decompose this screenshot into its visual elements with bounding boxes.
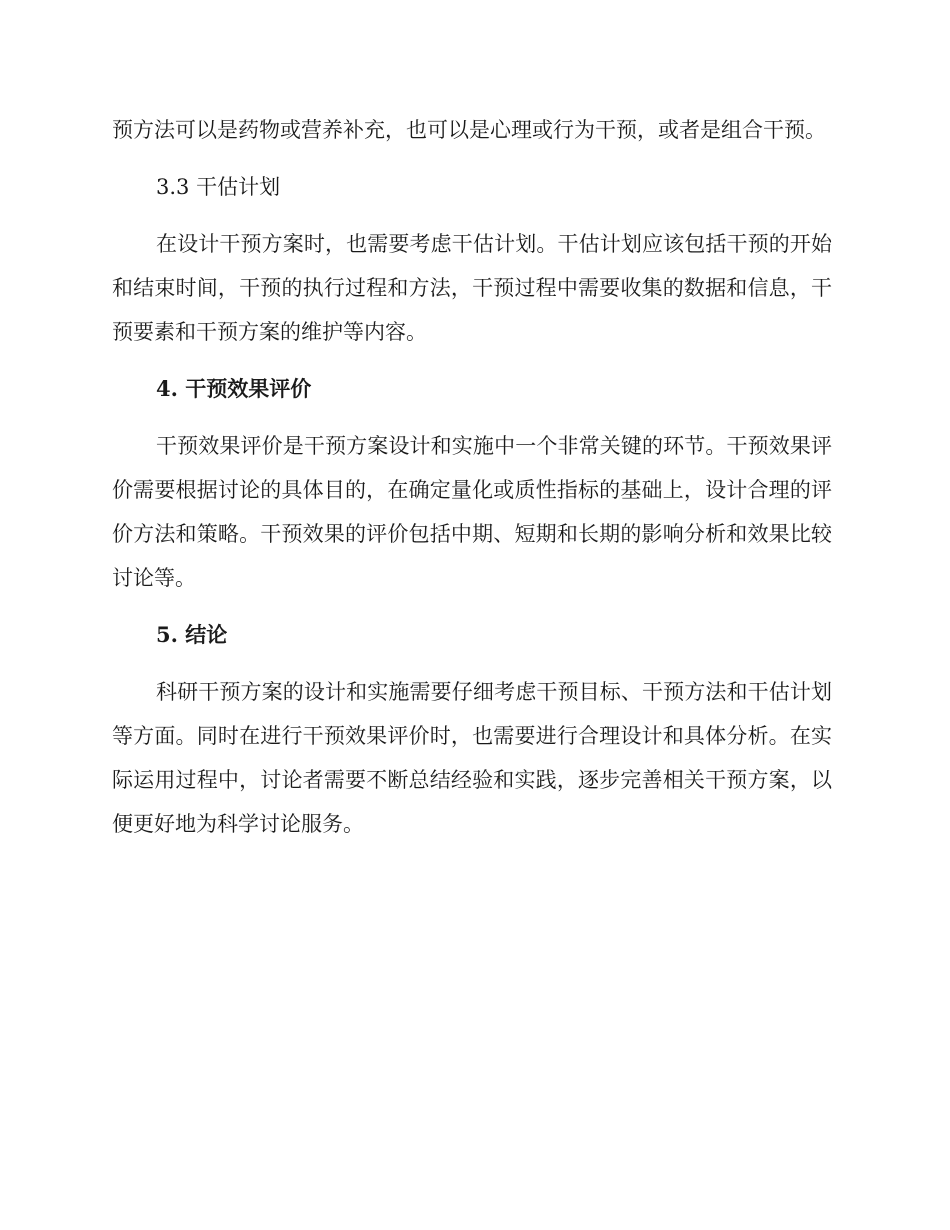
section-5-heading: 5. 结论 <box>156 622 228 647</box>
document-page <box>112 108 832 846</box>
continued-paragraph: 预方法可以是药物或营养补充，也可以是心理或行为干预，或者是组合干预。 <box>112 118 826 142</box>
section-5-body: 科研干预方案的设计和实施需要仔细考虑干预目标、干预方法和干估计划等方面。同时在进行干预效果评价时，也需要进行合理设计和具体分析。在实际运用过程中，讨论者需要不断总结经验和实践，逐步完善相关干预方案，以便更好地为科学讨论服务。 <box>112 680 832 836</box>
section-3-3-heading: 3.3 干估计划 <box>156 175 281 199</box>
section-3-3-body: 在设计干预方案时，也需要考虑干估计划。干估计划应该包括干预的开始和结束时间，干预的执行过程和方法，干预过程中需要收集的数据和信息，干预要素和干预方案的维护等内容。 <box>112 232 832 344</box>
section-4-heading: 4. 干预效果评价 <box>156 376 312 401</box>
section-4-body: 干预效果评价是干预方案设计和实施中一个非常关键的环节。干预效果评价需要根据讨论的具体目的，在确定量化或质性指标的基础上，设计合理的评价方法和策略。干预效果的评价包括中期、短期和长期的影响分析和效果比较讨论等。 <box>112 434 832 590</box>
